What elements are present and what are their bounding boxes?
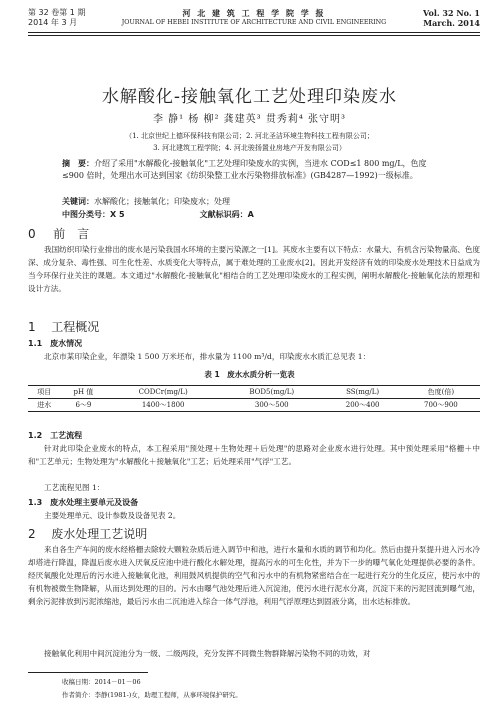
section-title: 工程概况 [51, 320, 100, 334]
table-header-cell: 项目 [37, 388, 52, 396]
header-rule-thin [28, 35, 480, 36]
issue-date: 2014 年 3 月 [28, 18, 78, 27]
abstract [62, 158, 442, 182]
volume-issue-en: Vol. 32 No. 1 [423, 8, 480, 18]
keywords-label: 关键词： [62, 197, 94, 206]
table-header-cell: 色度(倍) [427, 388, 455, 396]
issue-date-en: March. 2014 [423, 18, 480, 28]
clc-label: 中图分类号： [62, 210, 110, 219]
subsection-heading: 1.3 废水处理主要单元及设备 [28, 498, 139, 507]
section-number: 1 [28, 320, 36, 334]
paragraph: 主要处理单元、设计参数及设备见表 2。 [44, 511, 181, 520]
header-rule [28, 32, 480, 33]
table-row [28, 399, 480, 412]
table-cell: 300～500 [254, 401, 289, 409]
table-cell: 6～9 [75, 401, 92, 409]
paragraph: 工艺流程见图 1： [44, 483, 105, 492]
subsection-heading: 1.1 废水情况 [28, 339, 83, 348]
received-date: 收稿日期：2014－01－06 [62, 678, 141, 686]
paragraph: 接触氧化利用中间沉淀池分为一级、二级两段，充分发挥不同微生物群降解污染物不同的功效，对 [44, 649, 371, 658]
abstract-text: 介绍了采用"水解酸化-接触氧化"工艺处理印染废水的实例，当进水 COD≤1 800 mg/L，色度≤900 倍时，处理出水可达到国家《纺织染整工业水污染物排放标准》(GB4287—1992)一级标准。 [62, 159, 427, 180]
doc-code-label: 文献标识码： [199, 210, 248, 219]
table-cell: 1400～1800 [141, 401, 185, 409]
section-number: 2 [28, 527, 36, 541]
author-bio: 作者简介：李静(1981-)女，助理工程师，从事环境保护研究。 [62, 691, 242, 699]
author-list: 李 静¹ 杨 柳² 龚建英³ 贯秀莉⁴ 张守明³ [152, 114, 347, 125]
paper-title: 水解酸化-接触氧化工艺处理印染废水 [101, 87, 398, 107]
table-cell: 进水 [37, 401, 52, 409]
journal-name-cn: 河 北 建 筑 工 程 学 院 学 报 [182, 8, 326, 18]
table-header-cell: CODCr(mg/L) [138, 388, 188, 396]
water-quality-table [28, 385, 480, 412]
table-caption: 表 1 废水水质分析一览表 [204, 370, 295, 379]
subsection-heading: 1.2 工艺流程 [28, 431, 83, 440]
intro-paragraph: 我国纺织印染行业排出的废水是污染我国水环境的主要污染源之一[1]。其废水主要有以下特点：水量大、有机含污染物量高、色度深、成分复杂、毒性强、可生化性差、水质变化大等特点，属于难处理的工业废水[2]。因此开发经济有效的印染废水处理技术日益成为当今环保行业关注的课题。本文通过"水解酸化-接触氧化"相结合的工艺处理印染废水的工程实例，阐明水解酸化-接触氧化法的原理和设计方法。 [28, 245, 480, 293]
paragraph: 针对此印染企业废水的特点，本工程采用"预处理＋生物处理＋后处理"的思路对企业废水进行处理。其中预处理采用"格栅＋中和"工艺单元；生物处理为"水解酸化＋接触氧化"工艺；后处理采用"气浮"工艺。 [28, 444, 480, 466]
section-title: 废水处理工艺说明 [51, 527, 148, 541]
footnote-rule [28, 672, 148, 673]
clc-value: X 5 [110, 210, 125, 219]
section-number: 0 [28, 227, 36, 241]
journal-name [28, 8, 480, 28]
section-heading-0 [28, 225, 89, 242]
section-heading-2 [28, 525, 147, 542]
issue-info-en [423, 8, 480, 28]
section-title: 前 言 [53, 227, 90, 241]
table-header-row [28, 386, 480, 399]
keywords-text: 水解酸化；接触氧化；印染废水；处理 [94, 197, 230, 206]
abstract-label: 摘 要： [62, 159, 94, 168]
affiliation-line: （1. 北京世纪上德环保科技有限公司；2. 河北圣洁环境生物科技工程有限公司； [125, 132, 374, 140]
table-cell: 700～900 [424, 401, 458, 409]
keywords [62, 196, 442, 208]
affiliation-line: 3. 河北建筑工程学院；4. 河北骏扬置业房地产开发有限公司） [153, 144, 346, 152]
table-cell: 200～400 [345, 401, 380, 409]
classification [62, 209, 442, 221]
table-header-cell: SS(mg/L) [346, 388, 380, 396]
table-header-cell: BOD5(mg/L) [249, 388, 295, 396]
section-heading-1 [28, 318, 99, 335]
journal-name-en: JOURNAL OF HEBEI INSTITUTE OF ARCHITECTURE AND CIVIL ENGINEERING [121, 19, 387, 26]
table-header-cell: pH 值 [73, 388, 94, 396]
paragraph: 来自各生产车间的废水经格栅去除较大颗粒杂质后进入调节中和池，进行水量和水质的调节和均化。然后由提升泵提升进入污水冷却塔进行降温，降温后废水进入厌氧反应池中进行酸化水解处理，提高污水的可生化性，并为下一步的曝气氧化处理提供必要的条件。经厌氧酸化处理后的污水进入接触氧化池，利用鼓风机提供的空气和污水中的有机物紧密结合在一起进行充分的生化反应，使污水中的有机物被微生物降解，从而达到处理的目的。污水由曝气池处理后进入沉淀池，使污水进行泥水分离，沉淀下来的污泥回流到曝气池，剩余污泥排放到污泥浓缩池，最后污水由二沉池进入综合一体气浮池，利用气浮原理达到固液分离，出水达标排放。 [28, 545, 480, 606]
volume-issue: 第 32 卷第 1 期 [28, 8, 86, 17]
doc-code-value: A [247, 210, 254, 219]
paragraph: 北京市某印染企业，年漂染 1 500 万米坯布，排水量为 1100 m³/d，印染废水水质汇总见表 1： [44, 352, 371, 361]
